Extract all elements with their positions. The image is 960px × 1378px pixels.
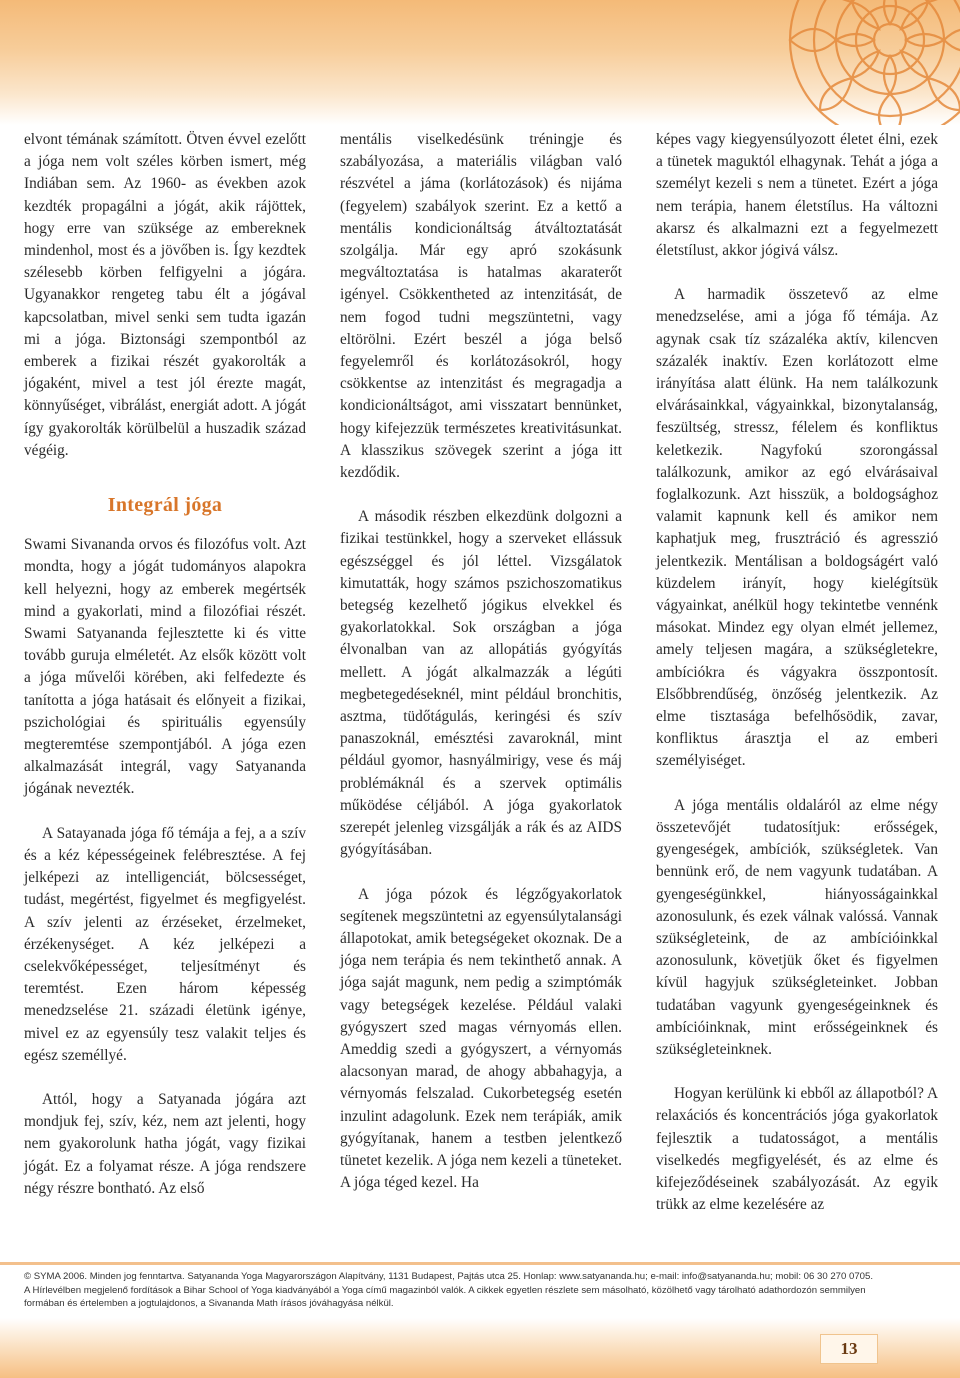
text-column-2	[340, 129, 622, 1194]
bottom-decorative-band	[0, 1318, 960, 1378]
text-column-1	[24, 129, 306, 1200]
page-number: 13	[820, 1334, 878, 1364]
section-heading-integral-joga: Integrál jóga	[107, 494, 223, 517]
footer-line: © SYMA 2006. Minden jog fenntartva. Satyananda Yoga Magyarországon Alapítvány, 1131 Budapest, Pajtás utca 25. Honlap: www.satyananda.hu; e-mail: info@satyananda.hu; mobil: 06 30 270 0705.	[24, 1271, 873, 1282]
paragraph: képes vagy kiegyensúlyozott életet élni, ezek a tünetek maguktól elhagynak. Tehát a jóga a személyt kezeli s nem a tünetet. Ezért a jóga nem terápia, hanem életstílus. Ha változni akarsz és alkalmazni ezt a fegyelmezett életstílust, akkor jógivá válsz.	[656, 131, 938, 260]
paragraph: Attól, hogy a Satyanada jógára azt mondjuk fej, szív, kéz, nem azt jelenti, hogy nem gyakorolunk hatha jógát, vagy fizikai jógát. Ez a folyamat része. A jóga rendszere négy részre bontható. Az első	[24, 1090, 306, 1197]
paragraph: A jóga mentális oldaláról az elme négy összetevőjét tudatosítjuk: erősségek, gyengeségek, ambíciók, szükségletek. Van bennünk erő, de nem vagyunk tudatában. A gyengeségünkkel, hiányosságainkkal azonosulunk, és ezek válnak valóssá. Vannak szükségleteink, de az ambícióinkkal azonosulunk, követjük őket és figyelmen kívül hagyjuk szükségleteinket. Jobban tudatában vagyunk gyengeségeinknek és ambícióinknak, mint erősségeinknek és szükségleteinknek.	[656, 796, 938, 1058]
paragraph: mentális viselkedésünk tréningje és szabályozása, a materiális világban való részvétel a jáma (korlátozások) és nijáma (fegyelem) szabályok szerint. Ez a kettő a mentális kondicionáltság átváltoztatását szolgálja. Már egy apró szokásunk megváltoztatása is hatalmas akaraterőt igényel. Csökkentheted az intenzitását, de nem fogod tudni megszüntetni, vagy eltörölni. Ezért beszél a jóga belső fegyelemről és korlátozásokról, hogy csökkentse az intenzitást és megragadja a kondicionáltságot, ami visszatart bennünket, hogy kifejezzük természetes kreativitásunkat. A klasszikus szövegek szerint a jóga itt kezdődik.	[340, 131, 622, 482]
paragraph: A harmadik összetevő az elme menedzselése, ami a jóga fő témája. Az agynak csak tíz százaléka aktív, kilencven százalék inaktív. Ezen korlátozott elme irányítása alatt élünk. Ha nem találkozunk elvárásainkkal, vágyainkkal, bizonytalanság, feszültség, stressz, félelem és konfliktus keletkezik. Nagyfokú szorongással találkozunk, amikor az egó elvárásaival foglalkozunk. Azt hisszük, a boldogsághoz valamit kapnunk kell és amikor nem kaphatjuk meg, frusztráció és agresszió jelentkezik. Mentálisan a boldogságért való küzdelem irányít, hogy kielégítsük vágyainkat, anélkül hogy tekintetbe vennénk másokat. Mindez egy olyan elmét jellemez, amely teljesen magára, a szükségletekre, ambíciókra és vágyakra összpontosít. Elsőbbrendűség, önzőség jelentkezik. Az elme tisztasága befelhősödik, zavar, konfliktus árasztja el az emberi személyiséget.	[656, 286, 938, 770]
text-column-3	[656, 129, 938, 1216]
footer-divider	[0, 1262, 960, 1265]
paragraph: A Satayanada jóga fő témája a fej, a a szív és a kéz képességeinek felébresztése. A fej jelképezi az intelligenciát, bölcsességet, tudást, megértést, figyelmet és megfigyelést. A szív jelenti az érzéseket, érzelmeket, érzékenységet. A kéz jelképezi a cselekvőképességet, teljesítményt és teremtést. Ezen három képesség menedzselése 21. századi életünk igénye, mivel ez az egyensúly tesz valakit teljes és egész személlyé.	[24, 824, 306, 1064]
paragraph: Hogyan kerülünk ki ebből az állapotból? A relaxációs és koncentrációs jóga gyakorlatok fejlesztik a tudatosságot, a mentális viselkedés megfigyelését, és az elme és kifejeződéseinek szabályozását. Az egyik trükk az elme kezelésére az	[656, 1085, 938, 1214]
footer-line: A Hírlevélben megjelenő fordítások a Bihar School of Yoga kiadványából a Yoga című magazinból valók. A cikkek egyetlen részlete sem másolható, közölhető vagy tárolható adathordozón semmilyen	[24, 1284, 866, 1296]
lotus-mandala-icon	[770, 0, 960, 125]
copyright-footer	[24, 1270, 936, 1311]
paragraph: Swami Sivananda orvos és filozófus volt. Azt mondta, hogy a jógát tudományos alapokra kell helyezni, hogy az emberek megértsék mind a gyakorlati, mind a filozófiai részét. Swami Satyananda fejlesztette ki és vitte tovább guruja elméletét. Az elsők között volt a jóga művelői körében, aki felfedezte és tanította a jóga hatásait és előnyeit a fizikai, pszichológiai és spirituális egyensúly megteremtése szempontjából. A jóga ezen alkalmazását integrál, vagy Satyananda jógának nevezték.	[24, 536, 306, 798]
paragraph: A jóga pózok és légzőgyakorlatok segítenek megszüntetni az egyensúlytalansági állapotokat, amik betegségeket okoznak. De a jóga nem terápia és nem tekinthető annak. A jóga saját magunk, nem pedig a szimptómák vagy betegségek kezelése. Például valaki gyógyszert szed magas vérnyomás ellen. Ameddig szedi a gyógyszert, a vérnyomás alacsonyan marad, de ahogy abbahagyja, a vérnyomás felszalad. Cukorbetegség esetén inzulint adagolunk. Ezek nem terápiák, amik gyógyítanak, hanem a testben jelentkező tünetet kezelik. A jóga nem kezeli a tüneteket. A jóga téged kezel. Ha	[340, 885, 622, 1192]
footer-line: formában és értelemben a jogtulajdonos, a Sivananda Math írásos jóváhagyása nélkül.	[24, 1298, 394, 1310]
paragraph: elvont témának számított. Ötven évvel ezelőtt a jóga nem volt széles körben ismert, még Indiában sem. Az 1960- as években azok kezdték propagálni a jógát, akik rájöttek, hogy erre van szüksége az embereknek mindenhol, most és a jövőben is. Így kezdtek szélesebb körben felfigyelni a jógára. Ugyanakkor rengeteg tabu élt a jógával kapcsolatban, mivel senki sem tudta igazán mi a jóga. Biztonsági szempontból az emberek a fizikai részét gyakorolták a jógaként, mivel a test jól érezte magát, könnyűséget, vibrálást, energiát adott. A jógát így gyakorolták körülbelül a huszadik század végéig.	[24, 131, 306, 459]
paragraph: A második részben elkezdünk dolgozni a fizikai testünkkel, hogy a szerveket ellássuk egészséggel és jól léttel. Vizsgálatok kimutatták, hogy számos pszichoszomatikus betegség kezelhető jógikus elvekkel és gyakorlatokkal. Sok országban a jóga élvonalban van az allopátiás gyógyítás mellett. A jógát alkalmazzák a légúti megbetegedéseknél, mint például bronchitis, asztma, tüdőtágulás, keringési és szív panaszoknál, emésztési zavaroknál, mint például gyomor, hasnyálmirigy, vese és máj problémáknál és a szervek optimális működése céljából. A jóga gyakorlatok szerepét jelenleg vizsgálják a rák és az AIDS gyógyításában.	[340, 508, 622, 859]
